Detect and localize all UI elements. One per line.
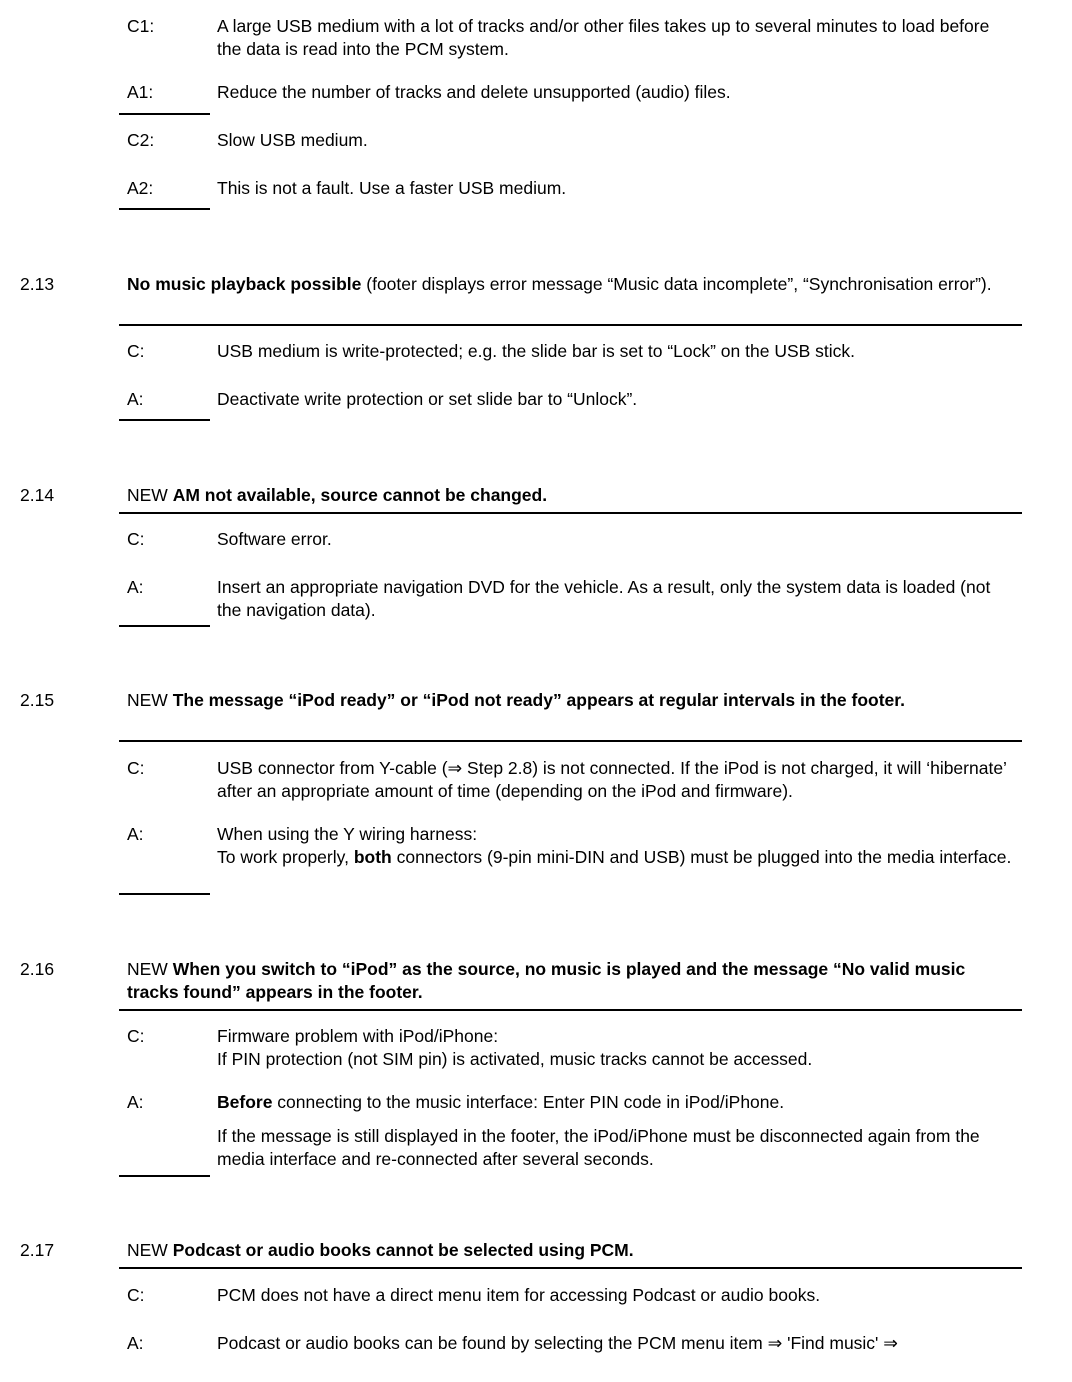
action-text [217,823,1017,869]
cause-text: USB connector from Y-cable (⇒ Step 2.8) is not connected. If the iPod is not charged, it will ‘hibernate’ after an appropriate amount of time (depending on the iPod and firmware). [217,758,1007,801]
section-rule [119,512,1022,514]
section-rule [119,1009,1022,1011]
short-divider [119,419,210,421]
section-title-prefix: NEW [127,690,173,710]
action-text: Insert an appropriate navigation DVD for the vehicle. As a result, only the system data is loaded (not the navigation data). [217,577,991,620]
action-text-para2: If the message is still displayed in the footer, the iPod/iPhone must be disconnected again from the media interface and re-connected after several seconds. [217,1126,980,1169]
section-title-bold: No music playback possible [127,274,362,294]
action-label: A: [127,824,144,844]
action-label-a1: A1: [127,82,154,102]
action-text: Podcast or audio books can be found by selecting the PCM menu item ⇒ 'Find music' ⇒ [217,1333,898,1353]
cause-text: PCM does not have a direct menu item for accessing Podcast or audio books. [217,1285,821,1305]
section-number: 2.17 [20,1240,55,1260]
action-text-a2: This is not a fault. Use a faster USB medium. [217,178,567,198]
cause-label: C: [127,1285,145,1305]
section-title-rest: (footer displays error message “Music data incomplete”, “Synchronisation error”). [361,274,992,294]
section-rule [119,740,1022,742]
section-number: 2.13 [20,274,55,294]
section-title-bold: Podcast or audio books cannot be selected using PCM. [172,1240,634,1260]
cause-line: If PIN protection (not SIM pin) is activated, music tracks cannot be accessed. [217,1049,813,1069]
cause-label: C: [127,341,145,361]
section-title-bold: The message “iPod ready” or “iPod not ready” appears at regular intervals in the footer. [172,690,905,710]
cause-label: C: [127,758,145,778]
action-label: A: [127,1333,144,1353]
action-line [217,846,1017,869]
section-number: 2.15 [20,690,55,710]
section-title [127,1239,1007,1262]
cause-line: Firmware problem with iPod/iPhone: [217,1026,499,1046]
cause-text-c1: A large USB medium with a lot of tracks and/or other files takes up to several minutes to load before the data is read into the PCM system. [217,16,990,59]
section-title-prefix: NEW [127,959,173,979]
text-run-bold: both [353,847,392,867]
short-divider [119,113,210,115]
short-divider [119,208,210,210]
action-label: A: [127,389,144,409]
section-rule [119,324,1022,326]
cause-text [217,1025,1017,1071]
text-run: To work properly, [217,847,354,867]
short-divider [119,625,210,627]
short-divider [119,893,210,895]
section-title [127,273,1007,296]
cause-label-c2: C2: [127,130,155,150]
section-number: 2.16 [20,959,55,979]
action-label: A: [127,577,144,597]
cause-text: Software error. [217,529,332,549]
action-label: A: [127,1092,144,1112]
cause-label: C: [127,529,145,549]
text-run-bold: Before [217,1092,273,1112]
section-number: 2.14 [20,485,55,505]
cause-label: C: [127,1026,145,1046]
section-title [127,689,1007,712]
section-title-bold: AM not available, source cannot be changed. [172,485,548,505]
text-run: connectors (9-pin mini-DIN and USB) must be plugged into the media interface. [391,847,1012,867]
section-title-prefix: NEW [127,1240,173,1260]
short-divider [119,1175,210,1177]
text-run: connecting to the music interface: Enter PIN code in iPod/iPhone. [272,1092,785,1112]
action-text: Deactivate write protection or set slide bar to “Unlock”. [217,389,638,409]
section-title [127,958,1007,1004]
cause-text-c2: Slow USB medium. [217,130,368,150]
cause-label-c1: C1: [127,16,155,36]
section-title-prefix: NEW [127,485,173,505]
action-text [217,1091,1017,1114]
action-text-a1: Reduce the number of tracks and delete unsupported (audio) files. [217,82,731,102]
cause-text: USB medium is write-protected; e.g. the slide bar is set to “Lock” on the USB stick. [217,341,856,361]
section-title [127,484,1007,507]
action-label-a2: A2: [127,178,154,198]
section-title-bold: When you switch to “iPod” as the source, no music is played and the message “No valid music tracks found” appears in the footer. [127,959,966,1002]
section-rule [119,1267,1022,1269]
action-line: When using the Y wiring harness: [217,824,478,844]
